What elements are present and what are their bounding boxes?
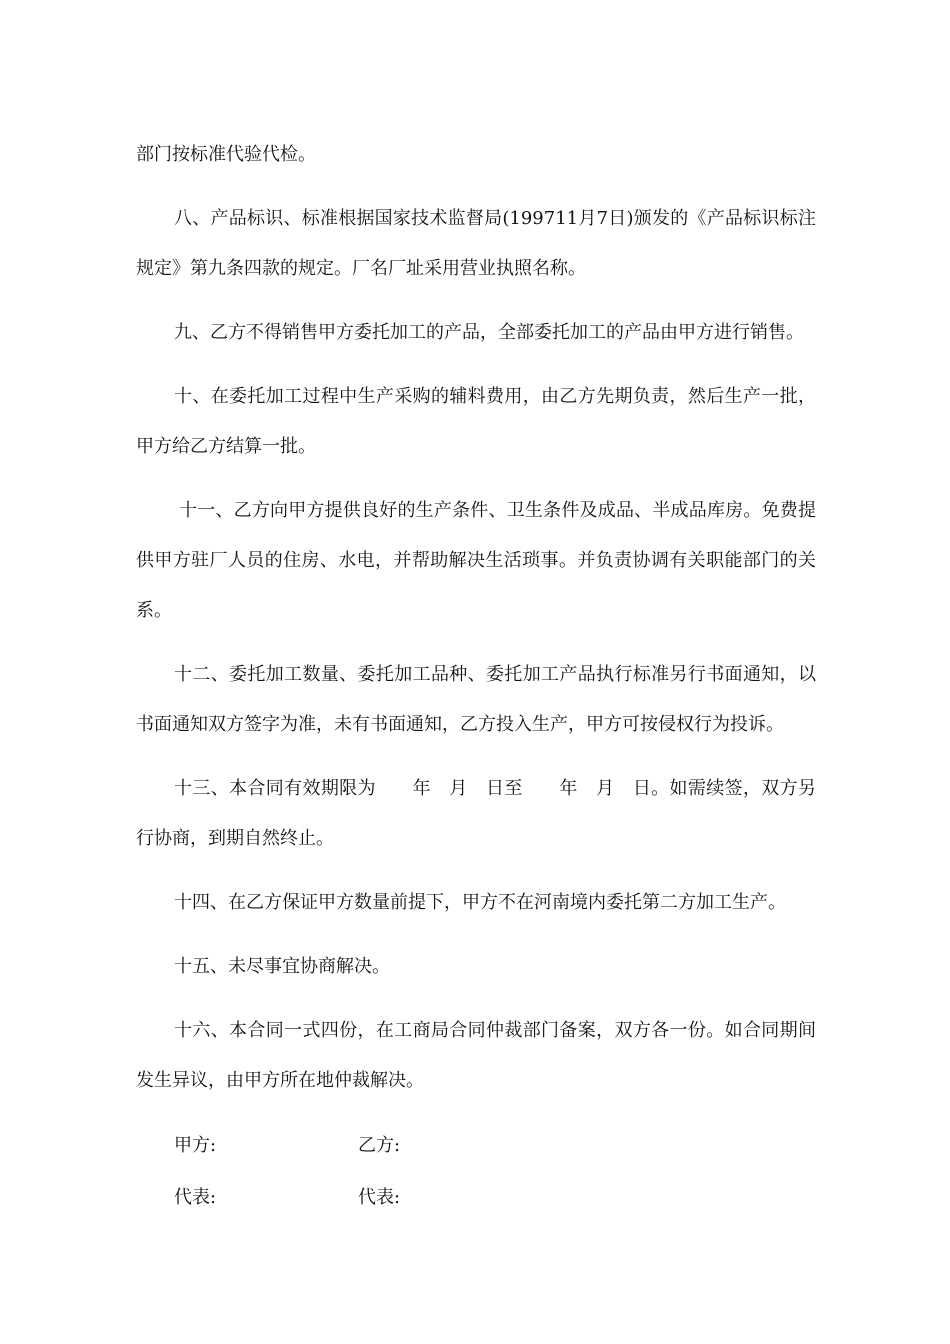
representative-row <box>174 1176 674 1228</box>
clause-14: 十四、在乙方保证甲方数量前提下，甲方不在河南境内委托第二方加工生产。 <box>174 892 786 913</box>
clause-13: 十三、本合同有效期限为 年 月 日至 年 月 日。如需续签，双方另行协商，到期自然终止。 <box>136 778 816 849</box>
representative-a-label: 代表: <box>174 1187 217 1208</box>
signature-block <box>174 1124 674 1228</box>
clause-8: 八、产品标识、标准根据国家技术监督局(199711月7日)颁发的《产品标识标注规定》第九条四款的规定。厂名厂址采用营业执照名称。 <box>136 208 816 279</box>
party-row <box>174 1124 674 1176</box>
clause-10: 十、在委托加工过程中生产采购的辅料费用，由乙方先期负责，然后生产一批，甲方给乙方结算一批。 <box>136 386 816 457</box>
party-a-label: 甲方: <box>174 1135 217 1156</box>
clause-9: 九、乙方不得销售甲方委托加工的产品，全部委托加工的产品由甲方进行销售。 <box>174 322 804 343</box>
contract-body <box>136 130 816 1120</box>
paragraph-continuation: 部门按标准代验代检。 <box>136 144 316 165</box>
clause-15: 十五、未尽事宜协商解决。 <box>174 956 390 977</box>
representative-b-label: 代表: <box>358 1187 401 1208</box>
clause-16: 十六、本合同一式四份，在工商局合同仲裁部门备案，双方各一份。如合同期间发生异议，由甲方所在地仲裁解决。 <box>136 1020 816 1091</box>
party-b-label: 乙方: <box>358 1135 401 1156</box>
clause-11: 十一、乙方向甲方提供良好的生产条件、卫生条件及成品、半成品库房。免费提供甲方驻厂人员的住房、水电，并帮助解决生活琐事。并负责协调有关职能部门的关系。 <box>136 500 816 621</box>
clause-12: 十二、委托加工数量、委托加工品种、委托加工产品执行标准另行书面通知，以书面通知双方签字为准，未有书面通知，乙方投入生产，甲方可按侵权行为投诉。 <box>136 664 816 735</box>
